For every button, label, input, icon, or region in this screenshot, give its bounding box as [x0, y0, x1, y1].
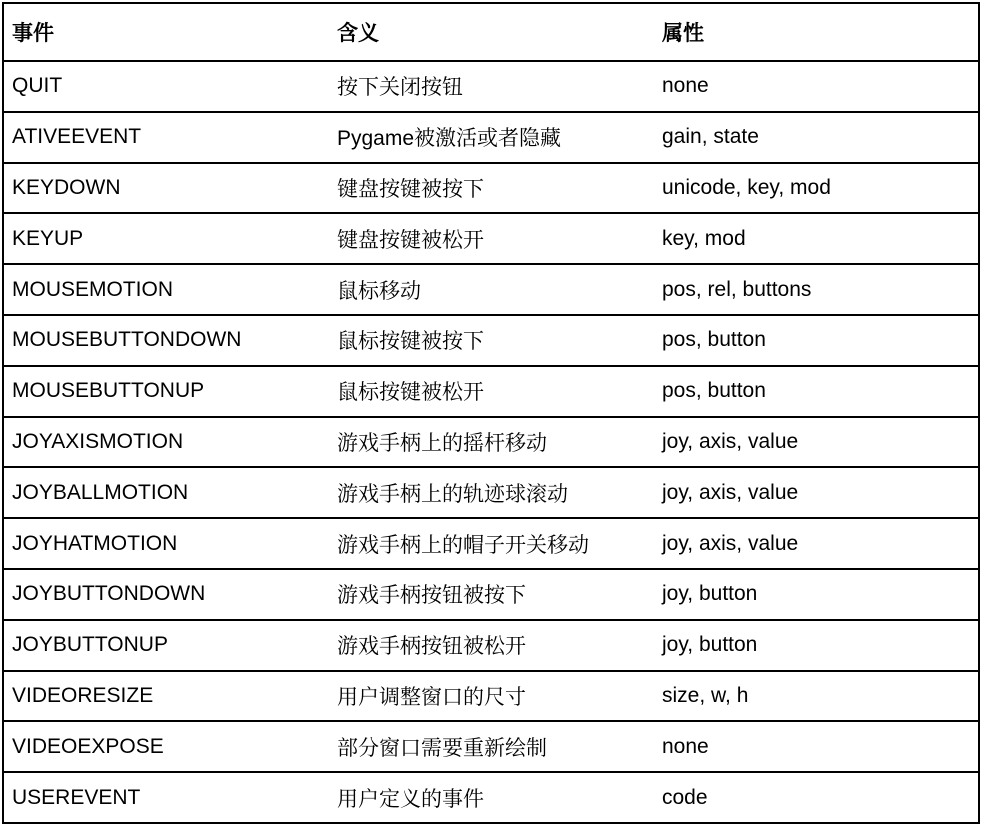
event-meaning-cell: 部分窗口需要重新绘制: [329, 721, 654, 772]
table-header-row: [3, 3, 979, 61]
event-attributes-cell: pos, button: [654, 366, 979, 417]
event-name-cell: QUIT: [3, 61, 329, 112]
event-name-cell: JOYAXISMOTION: [3, 417, 329, 468]
event-meaning-cell: 游戏手柄上的轨迹球滚动: [329, 467, 654, 518]
header-meaning: 含义: [329, 3, 654, 61]
event-attributes-cell: none: [654, 721, 979, 772]
event-attributes-cell: joy, axis, value: [654, 417, 979, 468]
event-name-cell: JOYBALLMOTION: [3, 467, 329, 518]
table-row: [3, 163, 979, 214]
event-table: [2, 2, 980, 824]
table-row: [3, 264, 979, 315]
event-meaning-cell: 游戏手柄上的帽子开关移动: [329, 518, 654, 569]
table-row: [3, 315, 979, 366]
table-row: [3, 417, 979, 468]
event-meaning-cell: 游戏手柄上的摇杆移动: [329, 417, 654, 468]
event-name-cell: JOYBUTTONDOWN: [3, 569, 329, 620]
event-name-cell: MOUSEBUTTONDOWN: [3, 315, 329, 366]
event-name-cell: KEYDOWN: [3, 163, 329, 214]
event-meaning-cell: Pygame被激活或者隐藏: [329, 112, 654, 163]
table-row: [3, 112, 979, 163]
event-table-container: [2, 2, 978, 824]
event-name-cell: VIDEOEXPOSE: [3, 721, 329, 772]
table-row: [3, 366, 979, 417]
event-name-cell: ATIVEEVENT: [3, 112, 329, 163]
event-attributes-cell: pos, rel, buttons: [654, 264, 979, 315]
event-meaning-cell: 键盘按键被按下: [329, 163, 654, 214]
table-row: [3, 518, 979, 569]
event-meaning-cell: 用户定义的事件: [329, 772, 654, 823]
table-body: [3, 61, 979, 823]
table-row: [3, 569, 979, 620]
header-attributes: 属性: [654, 3, 979, 61]
event-attributes-cell: joy, axis, value: [654, 518, 979, 569]
event-attributes-cell: code: [654, 772, 979, 823]
event-meaning-cell: 游戏手柄按钮被松开: [329, 620, 654, 671]
event-attributes-cell: unicode, key, mod: [654, 163, 979, 214]
event-meaning-cell: 键盘按键被松开: [329, 213, 654, 264]
header-event: 事件: [3, 3, 329, 61]
event-meaning-cell: 用户调整窗口的尺寸: [329, 671, 654, 722]
event-attributes-cell: key, mod: [654, 213, 979, 264]
event-meaning-cell: 鼠标按键被松开: [329, 366, 654, 417]
table-row: [3, 61, 979, 112]
event-name-cell: JOYBUTTONUP: [3, 620, 329, 671]
event-attributes-cell: joy, axis, value: [654, 467, 979, 518]
event-name-cell: JOYHATMOTION: [3, 518, 329, 569]
table-row: [3, 213, 979, 264]
event-meaning-cell: 鼠标移动: [329, 264, 654, 315]
event-attributes-cell: gain, state: [654, 112, 979, 163]
event-meaning-cell: 游戏手柄按钮被按下: [329, 569, 654, 620]
event-attributes-cell: pos, button: [654, 315, 979, 366]
event-name-cell: MOUSEMOTION: [3, 264, 329, 315]
event-meaning-cell: 鼠标按键被按下: [329, 315, 654, 366]
table-row: [3, 671, 979, 722]
event-name-cell: USEREVENT: [3, 772, 329, 823]
table-row: [3, 721, 979, 772]
event-attributes-cell: size, w, h: [654, 671, 979, 722]
event-attributes-cell: none: [654, 61, 979, 112]
event-attributes-cell: joy, button: [654, 620, 979, 671]
event-name-cell: VIDEORESIZE: [3, 671, 329, 722]
event-name-cell: KEYUP: [3, 213, 329, 264]
event-meaning-cell: 按下关闭按钮: [329, 61, 654, 112]
event-name-cell: MOUSEBUTTONUP: [3, 366, 329, 417]
table-row: [3, 467, 979, 518]
table-row: [3, 620, 979, 671]
table-row: [3, 772, 979, 823]
event-attributes-cell: joy, button: [654, 569, 979, 620]
